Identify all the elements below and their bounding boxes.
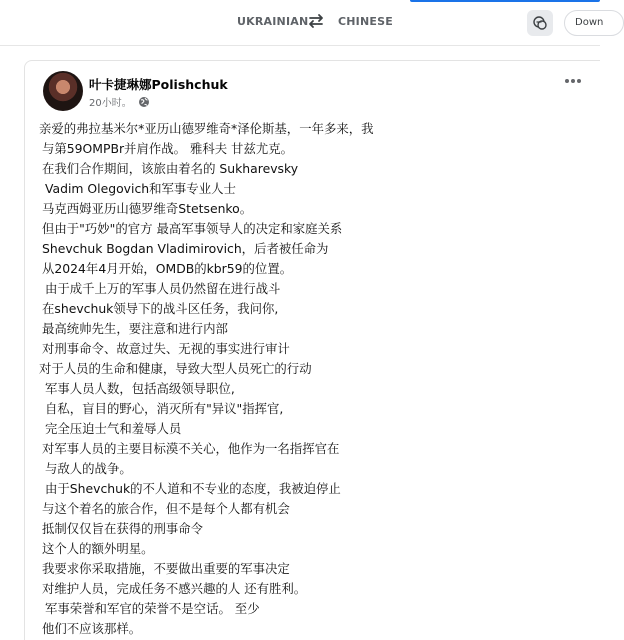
post-line: 在shevchuk领导下的战斗区任务，我问你, [42,301,279,316]
globe-icon [138,96,150,108]
post-time[interactable]: 20小时。 [89,98,132,109]
post-line: 与敌人的战争。 [45,461,132,476]
post-line: 但由于"巧妙"的官方 最高军事领导人的决定和家庭关系 [42,221,343,236]
download-button[interactable]: Down [564,10,624,36]
post-line: 军事荣誉和军官的荣誉不是空话。 至少 [45,601,260,616]
post-line: 自私，盲目的野心，消灭所有"异议"指挥官, [45,401,284,416]
post-line: Shevchuk Bogdan Vladimirovich，后者被任命为 [42,241,329,256]
post-line: 这个人的额外明星。 [42,541,154,556]
post-body [37,119,577,639]
post-line: 我要求你采取措施，不要做出重要的军事决定 [42,561,290,576]
post-line: 马克西姆亚历山德罗维奇Stetsenko。 [42,201,253,216]
post-line: 对于人员的生命和健康，导致大型人员死亡的行动 [39,361,312,376]
post-line: 由于Shevchuk的不人道和不专业的态度，我被迫停止 [45,481,341,496]
post-line: 对维护人员，完成任务不感兴趣的人 还有胜利。 [42,581,307,596]
post-line: 在我们合作期间，该旅由着名的 Sukharevsky [42,161,299,176]
post-line: 与这个着名的旅合作，但不是每个人都有机会 [42,501,290,516]
author-name[interactable]: 叶卡捷琳娜Polishchuk [89,77,228,92]
post-line: 对刑事命令、故意过失、无视的事实进行审计 [42,341,290,356]
post-meta [89,94,150,109]
post-line: 他们不应该那样。 [42,621,142,636]
post-line: Vadim Olegovich和军事专业人士 [45,181,236,196]
post-line: 由于成千上万的军事人员仍然留在进行战斗 [45,281,281,296]
swap-languages-icon[interactable] [307,13,325,29]
post-line: 与第59OMPBr并肩作战。 雅科夫 甘兹尤克。 [42,141,294,156]
post-line: 抵制仅仅旨在获得的刑事命令 [42,521,204,536]
post-line: 军事人员人数，包括高级领导职位, [45,381,235,396]
source-language-button[interactable]: UKRAINIAN [237,15,309,28]
post-line: 从2024年4月开始，OMDB的kbr59的位置。 [42,261,293,276]
active-indicator [410,0,600,2]
translate-page-button[interactable] [527,10,553,36]
more-options-icon[interactable] [563,77,583,85]
post-line: 最高统帅先生，要注意和进行内部 [42,321,228,336]
target-language-button[interactable]: CHINESE [338,15,393,28]
translation-bar [0,0,604,46]
author-avatar[interactable] [43,71,83,111]
post-card [24,60,600,640]
post-line: 亲爱的弗拉基米尔*亚历山德罗维奇*泽伦斯基，一年多来，我 [39,121,374,136]
post-line: 完全压迫士气和羞辱人员 [45,421,182,436]
post-line: 对军事人员的主要目标漠不关心，他作为一名指挥官在 [42,441,340,456]
translate-icon [532,15,548,31]
